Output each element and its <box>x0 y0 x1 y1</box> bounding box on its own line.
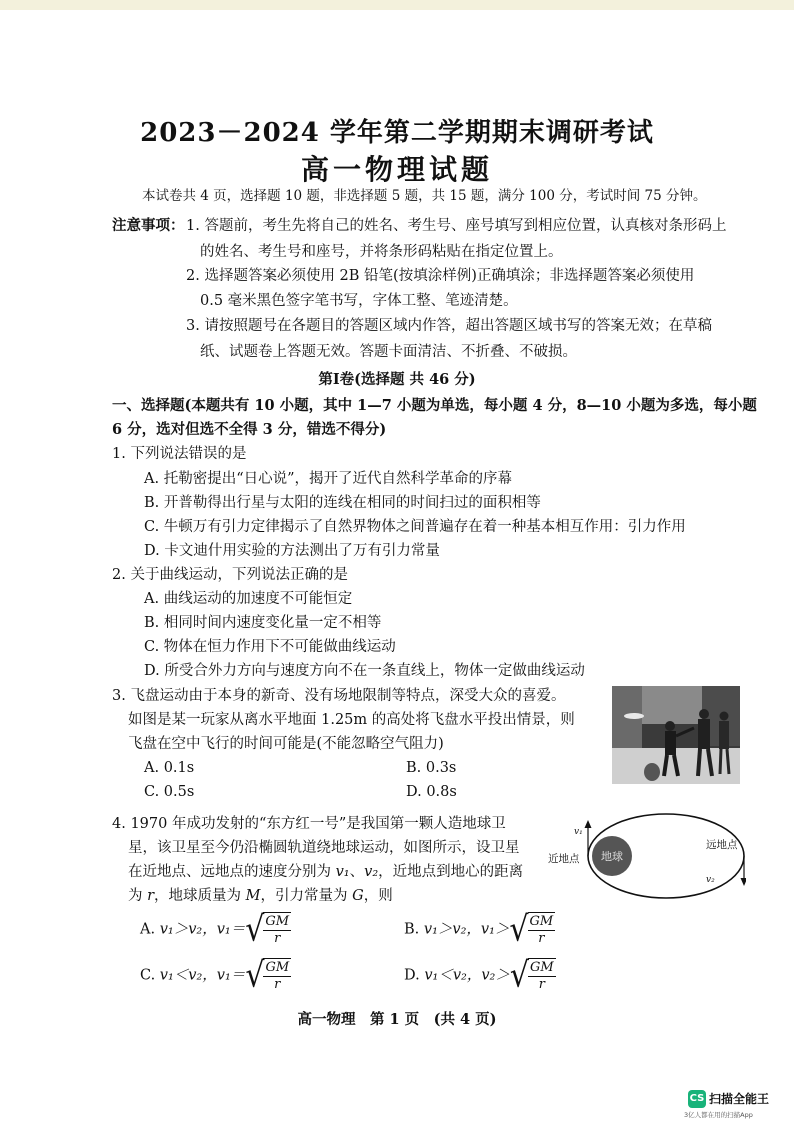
section-instructions-line-2: 6 分，选对但选不全得 3 分，错选不得分) <box>112 421 387 438</box>
satellite-orbit-diagram <box>546 808 746 908</box>
section-instructions-line-1: 一、选择题(本题共有 10 小题，其中 1—7 小题为单选，每小题 4 分，8—10 小题为多选，每小题 <box>112 397 757 414</box>
notes-label: 注意事项： <box>112 217 185 234</box>
scanner-brand: 扫描全能王 <box>709 1092 770 1106</box>
exam-title: 2023－2024 学年第二学期期末调研考试 <box>140 118 654 148</box>
q3-stem-line-1: 3. 飞盘运动由于本身的新奇、没有场地限制等特点，深受大众的喜爱。 <box>112 688 566 704</box>
exam-subtitle: 高一物理试题 <box>300 153 493 186</box>
q3-option-c: C. 0.5s <box>144 784 195 800</box>
note-2-line-1: 2. 选择题答案必须使用 2B 铅笔(按填涂样例)正确填涂；非选择题答案必须使用 <box>186 268 695 284</box>
q1-option-c: C. 牛顿万有引力定律揭示了自然界物体之间普遍存在着一种基本相互作用：引力作用 <box>144 519 686 535</box>
q4-option-a: A. v₁＞v₂，v₁＝ √ $\frac{GM}{r}$ <box>140 908 290 950</box>
q2-option-c: C. 物体在恒力作用下不可能做曲线运动 <box>144 639 396 655</box>
q3-stem-line-2: 如图是某一玩家从离水平地面 1.25m 的高处将飞盘水平投出情景，则 <box>128 712 575 728</box>
q1-option-b: B. 开普勒得出行星与太阳的连线在相同的时间扫过的面积相等 <box>144 495 541 511</box>
q2-option-b: B. 相同时间内速度变化量一定不相等 <box>144 615 382 631</box>
q2-option-a: A. 曲线运动的加速度不可能恒定 <box>144 591 353 607</box>
q4-stem-line-3: 在近地点、远地点的速度分别为 v₁、v₂，近地点到地心的距离 <box>128 864 524 880</box>
q4-stem-line-2: 星，该卫星至今仍沿椭圆轨道绕地球运动，如图所示，设卫星 <box>128 840 520 856</box>
scan-top-band <box>0 0 794 10</box>
apogee-label: 远地点 <box>706 839 738 851</box>
q3-option-b: B. 0.3s <box>406 760 457 776</box>
note-1-line-1: 1. 答题前，考生先将自己的姓名、考生号、座号填写到相应位置，认真核对条形码上 <box>186 218 727 234</box>
q1-option-d: D. 卡文迪什用实验的方法测出了万有引力常量 <box>144 543 440 559</box>
q4-option-d: D. v₁＜v₂，v₂＞ √ $\frac{GM}{r}$ <box>404 954 554 996</box>
q3-stem-line-3: 飞盘在空中飞行的时间可能是(不能忽略空气阻力) <box>128 736 444 752</box>
perigee-label: 近地点 <box>548 853 580 865</box>
frisbee-player-photo <box>612 686 740 784</box>
q3-option-d: D. 0.8s <box>406 784 457 800</box>
q2-stem: 2. 关于曲线运动，下列说法正确的是 <box>112 567 348 583</box>
scanner-logo-icon: CS <box>688 1090 706 1108</box>
q4-stem-line-4: 为 r，地球质量为 M，引力常量为 G，则 <box>128 888 393 904</box>
scanner-tagline: 3亿人都在用的扫描App <box>684 1111 753 1119</box>
v1-arrow-label: v₁ <box>574 827 583 837</box>
exam-intro: 本试卷共 4 页，选择题 10 题，非选择题 5 题，共 15 题，满分 100 分，考试时间 75 分钟。 <box>142 188 707 204</box>
note-3-line-2: 纸、试题卷上答题无效。答题卡面清洁、不折叠、不破损。 <box>200 344 577 360</box>
q1-stem: 1. 下列说法错误的是 <box>112 446 247 462</box>
section-heading: 第Ⅰ卷(选择题 共 46 分) <box>318 371 476 388</box>
v2-arrow-label: v₂ <box>706 875 715 885</box>
note-3-line-1: 3. 请按照题号在各题目的答题区域内作答，超出答题区域书写的答案无效；在草稿 <box>186 318 712 334</box>
q4-option-c: C. v₁＜v₂，v₁＝ √ $\frac{GM}{r}$ <box>140 954 290 996</box>
earth-label: 地球 <box>601 850 623 863</box>
note-2-line-2: 0.5 毫米黑色签字笔书写，字体工整、笔迹清楚。 <box>200 293 518 309</box>
page-footer: 高一物理 第 1 页 (共 4 页) <box>297 1011 497 1028</box>
note-1-line-2: 的姓名、考生号和座号，并将条形码粘贴在指定位置上。 <box>200 244 563 260</box>
q4-option-b: B. v₁＞v₂，v₁＞ √ $\frac{GM}{r}$ <box>404 908 554 950</box>
q1-option-a: A. 托勒密提出“日心说”，揭开了近代自然科学革命的序幕 <box>144 471 513 487</box>
q2-option-d: D. 所受合外力方向与速度方向不在一条直线上，物体一定做曲线运动 <box>144 663 585 679</box>
q3-option-a: A. 0.1s <box>144 760 195 776</box>
q4-stem-line-1: 4. 1970 年成功发射的“东方红一号”是我国第一颗人造地球卫 <box>112 816 506 832</box>
